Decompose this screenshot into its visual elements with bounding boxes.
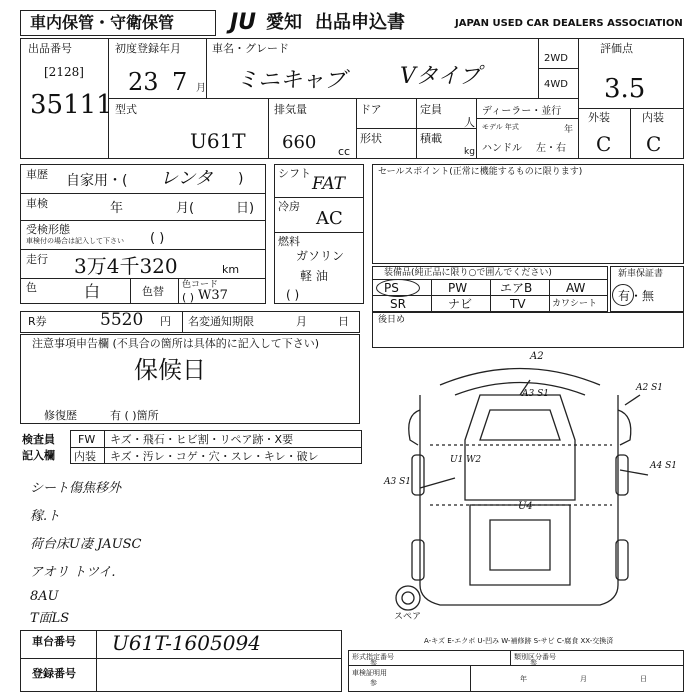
inspector-note-3: 荷台床U凄 JAUSC <box>30 537 142 552</box>
usage-close: ) <box>238 171 244 187</box>
repair-label: 修復歴 <box>44 409 77 422</box>
load-label: 積載 <box>420 132 442 145</box>
footer-day: 日 <box>640 675 647 683</box>
first-reg-label: 初度登録年月 <box>115 42 181 55</box>
inspector-note-6: T面LS <box>30 611 70 626</box>
drive-2wd: 2WD <box>544 53 568 64</box>
damage-legend: A-キズ E-エクボ U-凹み W-補修跡 S-サビ C-腐食 XX-交換済 <box>424 637 614 645</box>
fw-label: FW <box>78 433 96 446</box>
vehicle-grade: Vタイプ <box>400 64 481 89</box>
inspector-label-2: 記入欄 <box>22 449 55 462</box>
inspector-note-2: 稼.ト <box>30 509 61 524</box>
equip-navi: ナビ <box>448 297 473 311</box>
notes-content: 保候日 <box>134 356 206 384</box>
int-label: 内装 <box>74 450 96 463</box>
mileage-unit: km <box>222 263 240 276</box>
name-change-label: 名変通知期限 <box>188 315 254 328</box>
handle-label: ハンドル <box>482 143 522 154</box>
equip-ps: PS <box>384 281 399 295</box>
repair-value: 有 ( )箇所 <box>110 409 159 422</box>
first-reg-month: 7 <box>172 68 188 96</box>
equip-aw: AW <box>566 281 586 295</box>
mileage-label: 走行 <box>26 253 48 266</box>
recycle-label: R券 <box>28 315 47 328</box>
fuel-paren: ( ) <box>286 288 300 302</box>
lot-label: 出品番号 <box>28 42 72 55</box>
model-label: 型式 <box>115 103 137 116</box>
displacement-label: 排気量 <box>274 103 307 116</box>
drive-4wd: 4WD <box>544 79 568 90</box>
year-unit: 年 <box>564 125 574 135</box>
divider <box>510 650 511 665</box>
fw-text: キズ・飛石・ヒビ割・リペア跡・X要 <box>110 433 294 446</box>
divider <box>348 665 684 666</box>
shape-label: 形状 <box>360 132 382 145</box>
plate-label: 登録番号 <box>32 667 76 680</box>
footer-ref-1: 参 <box>370 659 377 667</box>
recycle-unit: 円 <box>160 315 171 328</box>
exterior-value: C <box>596 132 612 156</box>
damage-mark-u1w2: U1 W2 <box>450 455 482 465</box>
lot-number: 35111 <box>30 90 113 120</box>
equip-tv: TV <box>510 297 526 311</box>
selling-point-label: セールスポイント(正常に機能するものに限ります) <box>378 167 583 177</box>
equipment-title: 装備品(純正品に限り○で囲んでください) <box>384 268 552 278</box>
capacity-unit: 人 <box>464 116 475 129</box>
footer-type-no: 形式指定番号 <box>352 653 394 661</box>
vehicle-name-label: 車名・グレード <box>212 42 289 55</box>
footer-ref-3: 参 <box>370 679 377 687</box>
equip-sr: SR <box>390 297 406 311</box>
damage-mark-cabin-top: A3 S1 <box>522 389 549 399</box>
inspector-note-4: アオリ トツイ. <box>30 565 116 580</box>
divider <box>470 665 471 692</box>
ac-value: AC <box>316 208 343 229</box>
name-change-month: 月 <box>296 315 307 328</box>
org-english-name: JAPAN USED CAR DEALERS ASSOCIATION <box>455 18 683 29</box>
damage-mark-left-front: A3 S1 <box>384 477 411 487</box>
name-change-day: 日 <box>338 315 349 328</box>
damage-mark-front: A2 <box>530 351 544 362</box>
equip-pw: PW <box>448 281 468 295</box>
footer-class-no: 類別区分番号 <box>514 653 556 661</box>
color-change-label: 色替 <box>142 285 164 298</box>
divider <box>96 630 97 692</box>
damage-mark-right-front: A2 S1 <box>636 383 663 393</box>
model-year-label: モデル 年式 <box>482 123 519 131</box>
grade-score-label: 評価点 <box>600 42 633 55</box>
inspection-day: 日) <box>236 201 255 216</box>
damage-mark-right-rear: A4 S1 <box>650 461 677 471</box>
shift-label: シフト <box>278 167 311 180</box>
color-paren: ( ) <box>182 291 195 304</box>
inspector-label-1: 検査員 <box>22 433 55 446</box>
chassis-value: U61T-1605094 <box>112 631 261 655</box>
recycle-value: 5520 <box>100 310 144 330</box>
ac-label: 冷房 <box>278 200 300 213</box>
org-name: 愛知 <box>266 12 302 33</box>
spare-label: スペア <box>394 612 422 622</box>
fuel-diesel: 軽 油 <box>300 269 328 283</box>
first-reg-month-suffix: 月 <box>196 83 206 94</box>
interior-label: 内装 <box>642 111 664 124</box>
fuel-gas: ガソリン <box>296 249 345 263</box>
footer-year: 年 <box>520 675 527 683</box>
transfer-note: 車検付の場合は記入して下さい <box>26 237 124 245</box>
model-value: U61T <box>190 129 246 153</box>
transfer-label: 受検形態 <box>26 223 70 236</box>
divider <box>20 658 342 659</box>
exterior-label: 外装 <box>588 111 610 124</box>
dealer-label: ディーラー・並行 <box>482 106 562 117</box>
capacity-label: 定員 <box>420 103 442 116</box>
shift-value: FAT <box>312 174 346 194</box>
equip-leather: カワシート <box>552 299 598 309</box>
inspector-note-1: シート傷焦移外 <box>30 481 122 496</box>
doors-label: ドア <box>360 103 382 116</box>
usage-label: 車歴 <box>26 168 48 181</box>
manual-value: 有・無 <box>618 289 655 303</box>
footer-ref-2: 参 <box>530 659 537 667</box>
interior-value: C <box>646 132 662 156</box>
storage-label: 車内保管・守衛保管 <box>30 13 175 32</box>
manual-label: 新車保証書 <box>618 269 664 279</box>
load-unit: kg <box>464 147 475 157</box>
chassis-label: 車台番号 <box>32 635 76 648</box>
cc-unit: cc <box>338 145 351 158</box>
transfer-paren: ( ) <box>150 231 165 246</box>
lot-sub-number: [2128] <box>44 65 84 79</box>
form-title: 出品申込書 <box>315 12 405 33</box>
handle-value: 左・右 <box>536 143 566 154</box>
displacement-value: 660 <box>282 132 317 153</box>
color-value: 白 <box>84 282 101 301</box>
fuel-label: 燃料 <box>278 235 300 248</box>
inspection-month: 月( <box>176 201 195 216</box>
usage-value: 自家用・( <box>66 173 128 189</box>
equip-airbag: エアB <box>500 281 533 295</box>
inspector-note-5: 8AU <box>30 589 59 604</box>
inspection-label: 車検 <box>26 197 48 210</box>
rear-label: 後日め <box>378 315 406 325</box>
inspection-year: 年 <box>110 201 124 216</box>
first-reg-year: 23 <box>128 68 159 96</box>
usage-rental: レンタ <box>160 168 213 189</box>
footer-month: 月 <box>580 675 587 683</box>
damage-mark-u4: U4 <box>518 501 533 512</box>
color-label: 色 <box>26 281 37 294</box>
org-logo: JU <box>230 10 257 35</box>
color-code-value: W37 <box>198 288 228 303</box>
color-code-label: 色コード <box>182 280 219 290</box>
mileage-value: 3万4千320 <box>74 254 178 278</box>
grade-score-value: 3.5 <box>604 74 646 104</box>
footer-cert: 車検証明用 <box>352 669 387 677</box>
int-text: キズ・汚レ・コゲ・穴・スレ・キレ・破レ <box>110 450 319 463</box>
notes-title: 注意事項申告欄 (不具合の箇所は具体的に記入して下さい) <box>32 337 320 350</box>
vehicle-name: ミニキャブ <box>236 68 347 93</box>
